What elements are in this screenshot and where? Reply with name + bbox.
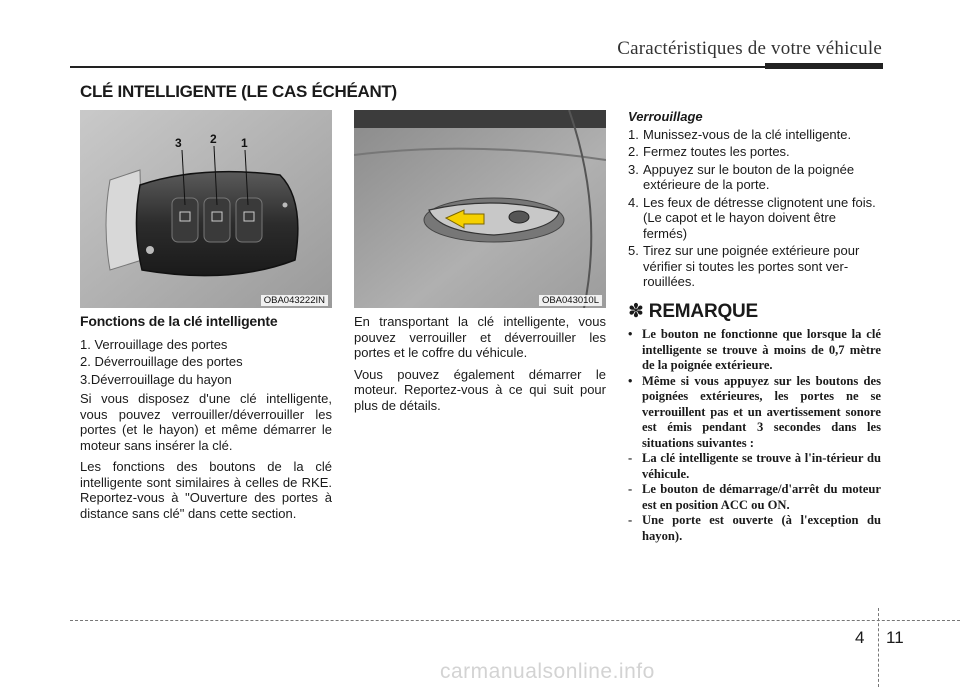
remark-item: - La clé intelligente se trouve à l'in-térieur du véhicule.	[628, 451, 881, 481]
watermark: carmanualsonline.info	[440, 660, 655, 683]
remark-item: • Le bouton ne fonctionne que lorsque la clé intelligente se trouve à moins de 0,7 mètre de la poignée extérieure.	[628, 327, 881, 372]
remark-item: - Le bouton de démarrage/d'arrêt du moteur est en position ACC ou ON.	[628, 482, 881, 512]
footer-rule	[70, 620, 960, 621]
header-tab	[765, 63, 883, 69]
section-title: CLÉ INTELLIGENTE (LE CAS ÉCHÉANT)	[80, 82, 397, 101]
callout-3: 3	[175, 136, 182, 150]
door-handle-illustration	[354, 110, 606, 308]
column-3	[628, 109, 881, 544]
paragraph: Vous pouvez également démarrer le moteur. Reportez-vous à ce qui suit pour plus de détails.	[354, 366, 606, 413]
list-item: 4. Les feux de détresse clignotent une fois. (Le capot et le hayon doivent être fermés)	[628, 194, 876, 241]
column-2	[354, 314, 606, 419]
subtitle-functions: Fonctions de la clé intelligente	[80, 313, 278, 329]
paragraph: En transportant la clé intelligente, vous pouvez verrouiller et déverrouiller les portes et le coffre du véhicule.	[354, 314, 606, 360]
page-number: 11	[886, 628, 904, 647]
remark-title: ✽ REMARQUE	[628, 300, 759, 322]
remark-item: - Une porte est ouverte (à l'exception du hayon).	[628, 513, 881, 543]
callout-2: 2	[210, 132, 217, 146]
door-handle-figure	[354, 110, 606, 308]
subtitle-locking: Verrouillage	[628, 109, 703, 124]
column-1	[80, 314, 332, 527]
smart-key-figure	[80, 110, 332, 308]
figure-code-left: OBA043222IN	[261, 295, 328, 306]
list-item: 5. Tirez sur une poignée extérieure pour vérifier si toutes les portes sont ver-rouillées.	[628, 243, 860, 289]
callout-1: 1	[241, 136, 248, 150]
figure-code-right: OBA043010L	[539, 295, 602, 306]
header-rule	[70, 66, 883, 68]
paragraph: Les fonctions des boutons de la clé intelligente sont similaires à celles de RKE. Reportez-vous à "Ouverture des portes à distance sans clé" dans cette section.	[80, 459, 332, 521]
chapter-number: 4	[855, 628, 865, 647]
list-item: 1. Munissez-vous de la clé intelligente.	[628, 126, 852, 142]
list-item: 3.Déverrouillage du hayon	[80, 371, 232, 387]
smart-key-illustration	[80, 110, 332, 308]
list-item: 1. Verrouillage des portes	[80, 336, 228, 352]
remark-list	[628, 327, 881, 544]
function-list	[80, 337, 332, 388]
remark-item: • Même si vous appuyez sur les boutons des poignées extérieures, les portes ne se verrouillent pas et un avertissement sonore est émis pendant 3 secondes dans les situations suivantes :	[628, 373, 881, 450]
locking-steps	[628, 127, 881, 290]
paragraph: Si vous disposez d'une clé intelligente, vous pouvez verrouiller/déverrouiller les portes (et le hayon) et même démarrer le moteur sans insérer la clé.	[80, 391, 332, 453]
list-item: 3. Appuyez sur le bouton de la poignée extérieure de la porte.	[628, 161, 855, 192]
list-item: 2. Déverrouillage des portes	[80, 354, 243, 369]
running-header: Caractéristiques de votre véhicule	[617, 38, 882, 59]
footer-divider	[878, 608, 879, 687]
list-item: 2. Fermez toutes les portes.	[628, 144, 790, 159]
